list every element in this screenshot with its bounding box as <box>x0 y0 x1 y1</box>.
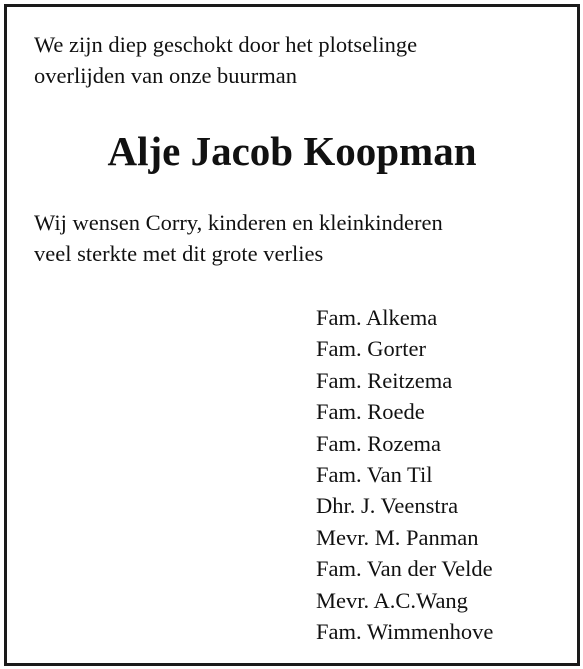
intro-line: overlijden van onze buurman <box>34 63 298 88</box>
sender-item: Fam. Wimmenhove <box>316 619 494 645</box>
sender-item: Mevr. M. Panman <box>316 524 479 550</box>
intro-text <box>34 29 417 91</box>
intro-line: We zijn diep geschokt door het plotselinge <box>34 32 418 57</box>
wish-line: Wij wensen Corry, kinderen en kleinkinderen <box>34 210 443 235</box>
sender-item: Fam. Van Til <box>316 462 433 488</box>
sender-item: Fam. Rozema <box>316 430 441 456</box>
sender-item: Fam. Reitzema <box>316 367 453 393</box>
sender-item: Fam. Alkema <box>316 305 438 330</box>
sender-item: Fam. Gorter <box>316 336 426 362</box>
condolence-notice <box>4 4 580 666</box>
senders-list <box>316 302 493 647</box>
sender-item: Dhr. J. Veenstra <box>316 493 459 519</box>
wish-text <box>34 207 443 269</box>
sender-item: Mevr. A.C.Wang <box>316 587 468 613</box>
sender-item: Fam. Van der Velde <box>316 556 493 582</box>
deceased-name: Alje Jacob Koopman <box>107 128 477 174</box>
sender-item: Fam. Roede <box>316 399 425 425</box>
wish-line: veel sterkte met dit grote verlies <box>34 241 324 266</box>
